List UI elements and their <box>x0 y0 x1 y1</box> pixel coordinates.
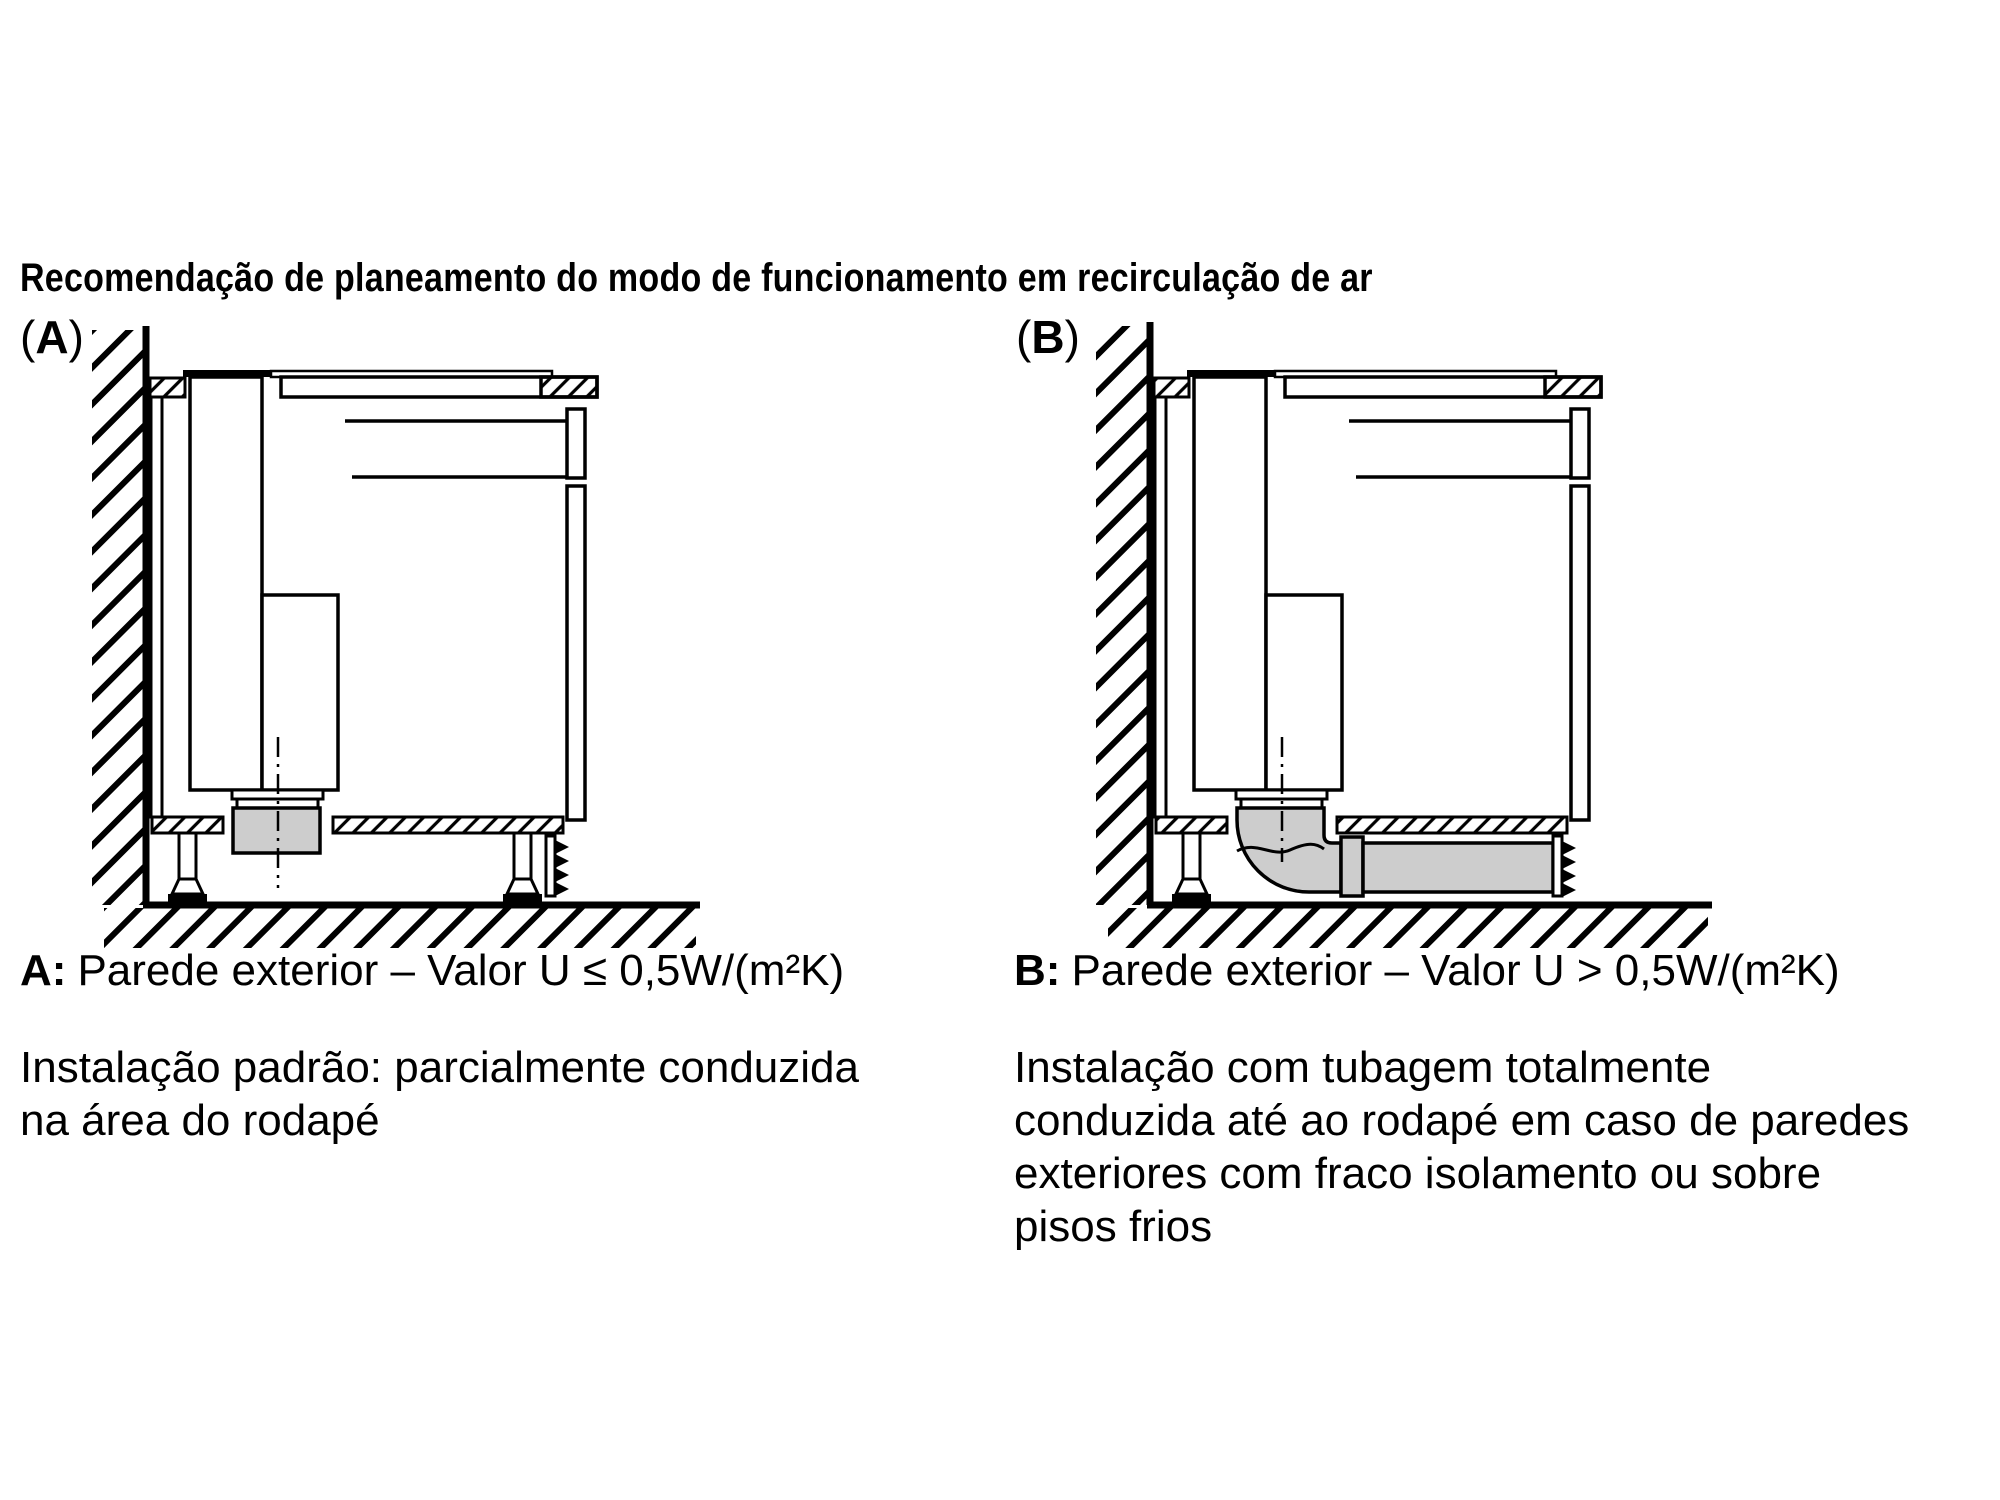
countertop-stub <box>1154 378 1189 397</box>
description-b-line: pisos frios <box>1014 1202 1213 1251</box>
description-b-line: exteriores com fraco isolamento ou sobre <box>1014 1149 1822 1198</box>
hood-channel <box>1194 377 1266 790</box>
page-title: Recomendação de planeamento do modo de funcionamento em recirculação de ar <box>20 256 1373 300</box>
caption-b-text: Parede exterior – Valor U > 0,5W/(m²K) <box>1071 946 1840 995</box>
bottom-panel-right <box>333 817 563 833</box>
caption-b <box>1014 946 1840 996</box>
wall-hatching <box>92 330 144 905</box>
figure-label-b-close: ) <box>1064 311 1080 363</box>
caption-a-text: Parede exterior – Valor U ≤ 0,5W/(m²K) <box>77 946 845 995</box>
wall-hatching <box>1096 326 1148 905</box>
description-a-line: na área do rodapé <box>20 1096 380 1145</box>
diagram-b-drawing <box>1096 322 1712 948</box>
countertop-cut-section <box>541 377 597 397</box>
countertop-cut-section <box>1545 377 1601 397</box>
duct-connector <box>1341 837 1363 896</box>
door-front-bar <box>567 486 585 820</box>
cabinet-back-panel <box>1155 397 1166 817</box>
caption-a <box>20 946 844 996</box>
bottom-panel-left <box>1156 817 1227 833</box>
diagram-a-drawing <box>92 326 700 948</box>
bottom-panel-left <box>152 817 223 833</box>
cabinet-back-panel <box>151 397 162 817</box>
air-outlet-box <box>233 808 320 853</box>
figure-label-a-close: ) <box>68 311 84 363</box>
figure-label-b-open: ( <box>1016 311 1032 363</box>
leg-left <box>168 833 207 903</box>
description-b-line: conduzida até ao rodapé em caso de paredes <box>1014 1096 1910 1145</box>
caption-b-prefix: B: <box>1014 946 1061 995</box>
description-b-line: Instalação com tubagem totalmente <box>1014 1043 1712 1092</box>
floor-hatching <box>1108 908 1708 948</box>
figure-label-a-letter: A <box>35 311 69 363</box>
door-front-bar <box>1571 486 1589 820</box>
plinth-grille <box>546 836 569 896</box>
blower-housing <box>1266 595 1342 790</box>
caption-a-prefix: A: <box>20 946 67 995</box>
description-a <box>20 1041 859 1147</box>
description-b <box>1014 1041 1909 1253</box>
blower-housing <box>262 595 338 790</box>
countertop-stub <box>150 378 185 397</box>
figure-label-a-open: ( <box>20 311 36 363</box>
plinth-grille <box>1553 836 1576 897</box>
plinth-duct <box>1363 843 1553 892</box>
leg-right <box>503 833 542 903</box>
bottom-panel-right <box>1337 817 1567 833</box>
drawer-front-bar <box>567 409 585 478</box>
drawer-front-bar <box>1571 409 1589 478</box>
floor-hatching <box>104 908 696 948</box>
hood-channel <box>190 377 262 790</box>
description-a-line: Instalação padrão: parcialmente conduzida <box>20 1043 859 1092</box>
leg-left <box>1172 833 1211 903</box>
figure-label-b-letter: B <box>1031 311 1065 363</box>
